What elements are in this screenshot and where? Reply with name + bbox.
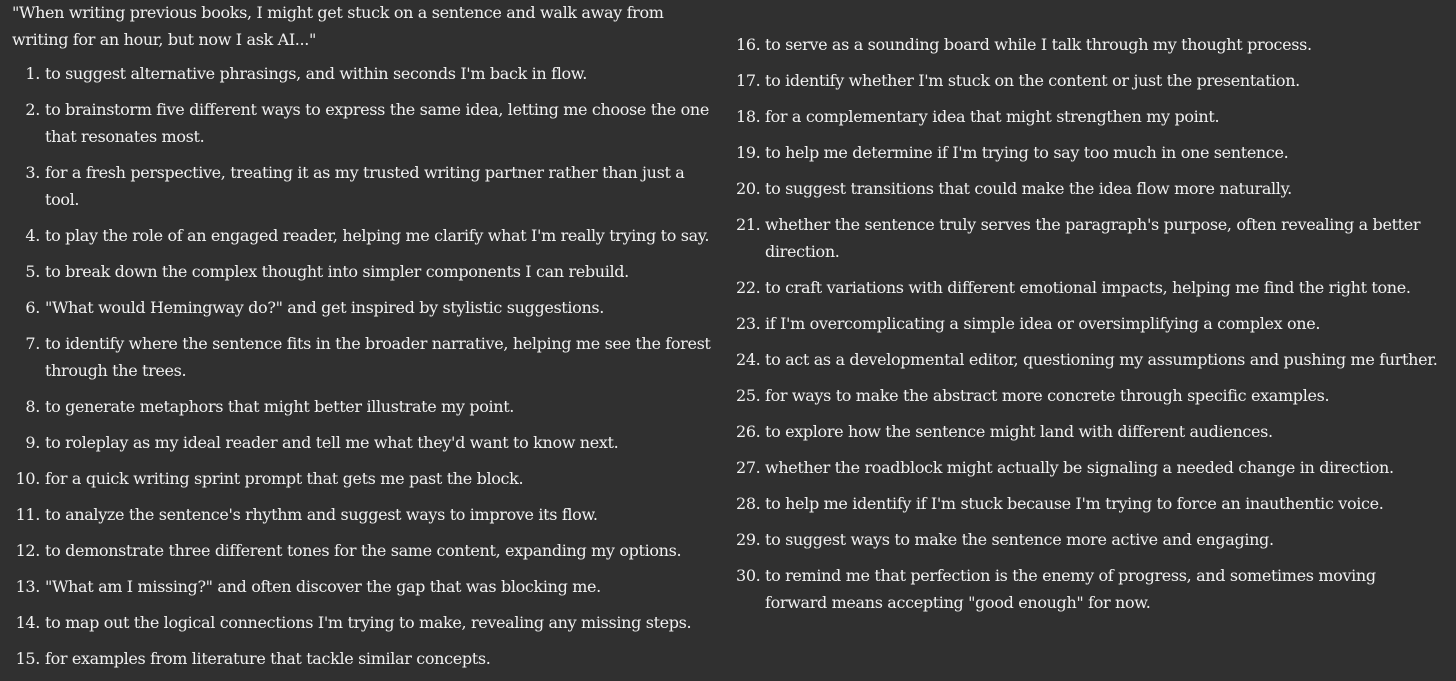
item-number: 26. [736, 422, 761, 441]
list-item [736, 382, 1441, 409]
item-text: to help me identify if I'm stuck because I'm trying to force an inauthentic voice. [765, 494, 1384, 513]
list-item [736, 139, 1441, 166]
list-item [736, 310, 1441, 337]
item-number: 9. [25, 433, 40, 452]
list-item [736, 274, 1441, 301]
list-item [736, 454, 1441, 481]
item-number: 16. [736, 35, 761, 54]
numbered-list-left [12, 60, 712, 672]
item-text: to demonstrate three different tones for the same content, expanding my options. [45, 541, 682, 560]
list-item [736, 211, 1441, 265]
list-item [12, 645, 712, 672]
list-item [12, 393, 712, 420]
list-item [12, 501, 712, 528]
item-text: if I'm overcomplicating a simple idea or oversimplifying a complex one. [765, 314, 1321, 333]
item-text: to suggest transitions that could make the idea flow more naturally. [765, 179, 1292, 198]
item-number: 15. [15, 649, 40, 668]
list-item [12, 465, 712, 492]
list-item [12, 429, 712, 456]
list-item [736, 418, 1441, 445]
item-text: to suggest alternative phrasings, and within seconds I'm back in flow. [45, 64, 587, 83]
item-number: 24. [736, 350, 761, 369]
right-column [736, 31, 1441, 625]
item-number: 2. [25, 100, 40, 119]
item-text: to act as a developmental editor, questioning my assumptions and pushing me further. [765, 350, 1438, 369]
intro-quote: "When writing previous books, I might get stuck on a sentence and walk away from writing for an hour, but now I ask AI..." [12, 3, 664, 49]
item-number: 4. [25, 226, 40, 245]
item-number: 18. [736, 107, 761, 126]
item-text: to brainstorm five different ways to express the same idea, letting me choose the one that resonates most. [45, 100, 709, 146]
item-text: to generate metaphors that might better illustrate my point. [45, 397, 515, 416]
item-text: to identify where the sentence fits in the broader narrative, helping me see the forest through the trees. [45, 334, 711, 380]
item-text: "What would Hemingway do?" and get inspired by stylistic suggestions. [45, 298, 604, 317]
item-number: 3. [25, 163, 40, 182]
list-item [736, 526, 1441, 553]
item-text: to roleplay as my ideal reader and tell me what they'd want to know next. [45, 433, 619, 452]
item-text: for examples from literature that tackle similar concepts. [45, 649, 491, 668]
item-text: to map out the logical connections I'm trying to make, revealing any missing steps. [45, 613, 692, 632]
list-item [12, 573, 712, 600]
list-item [736, 67, 1441, 94]
item-text: to break down the complex thought into simpler components I can rebuild. [45, 262, 629, 281]
item-number: 25. [736, 386, 761, 405]
item-number: 20. [736, 179, 761, 198]
item-text: "What am I missing?" and often discover the gap that was blocking me. [45, 577, 601, 596]
item-number: 12. [15, 541, 40, 560]
item-number: 30. [736, 566, 761, 585]
item-text: to analyze the sentence's rhythm and suggest ways to improve its flow. [45, 505, 598, 524]
item-text: to identify whether I'm stuck on the content or just the presentation. [765, 71, 1300, 90]
item-text: to explore how the sentence might land with different audiences. [765, 422, 1273, 441]
list-item [12, 222, 712, 249]
list-item [12, 537, 712, 564]
item-text: whether the sentence truly serves the paragraph's purpose, often revealing a better direction. [765, 215, 1421, 261]
item-text: to suggest ways to make the sentence more active and engaging. [765, 530, 1274, 549]
item-text: for a complementary idea that might strengthen my point. [765, 107, 1220, 126]
item-number: 23. [736, 314, 761, 333]
list-item [736, 490, 1441, 517]
item-number: 22. [736, 278, 761, 297]
item-text: to serve as a sounding board while I talk through my thought process. [765, 35, 1312, 54]
list-item [12, 96, 712, 150]
item-number: 19. [736, 143, 761, 162]
item-text: to play the role of an engaged reader, helping me clarify what I'm really trying to say. [45, 226, 710, 245]
numbered-list-right [736, 31, 1441, 616]
item-text: to help me determine if I'm trying to say too much in one sentence. [765, 143, 1289, 162]
list-item [12, 330, 712, 384]
item-text: for a quick writing sprint prompt that gets me past the block. [45, 469, 524, 488]
item-text: to craft variations with different emotional impacts, helping me find the right tone. [765, 278, 1411, 297]
list-item [736, 175, 1441, 202]
item-number: 6. [25, 298, 40, 317]
list-item [12, 294, 712, 321]
item-text: for a fresh perspective, treating it as my trusted writing partner rather than just a tool. [45, 163, 685, 209]
item-number: 8. [25, 397, 40, 416]
item-number: 14. [15, 613, 40, 632]
list-item [12, 60, 712, 87]
left-column [12, 0, 712, 681]
list-item [736, 31, 1441, 58]
list-item [12, 159, 712, 213]
item-text: whether the roadblock might actually be signaling a needed change in direction. [765, 458, 1394, 477]
item-number: 7. [25, 334, 40, 353]
item-number: 28. [736, 494, 761, 513]
list-item [12, 258, 712, 285]
item-number: 13. [15, 577, 40, 596]
item-number: 5. [25, 262, 40, 281]
item-number: 27. [736, 458, 761, 477]
item-number: 21. [736, 215, 761, 234]
list-item [12, 609, 712, 636]
item-number: 11. [15, 505, 40, 524]
list-item [736, 346, 1441, 373]
list-item [736, 562, 1441, 616]
item-number: 17. [736, 71, 761, 90]
item-number: 10. [15, 469, 40, 488]
item-number: 29. [736, 530, 761, 549]
item-number: 1. [25, 64, 40, 83]
item-text: to remind me that perfection is the enemy of progress, and sometimes moving forward means accepting "good enough" for now. [765, 566, 1376, 612]
list-item [736, 103, 1441, 130]
item-text: for ways to make the abstract more concrete through specific examples. [765, 386, 1330, 405]
